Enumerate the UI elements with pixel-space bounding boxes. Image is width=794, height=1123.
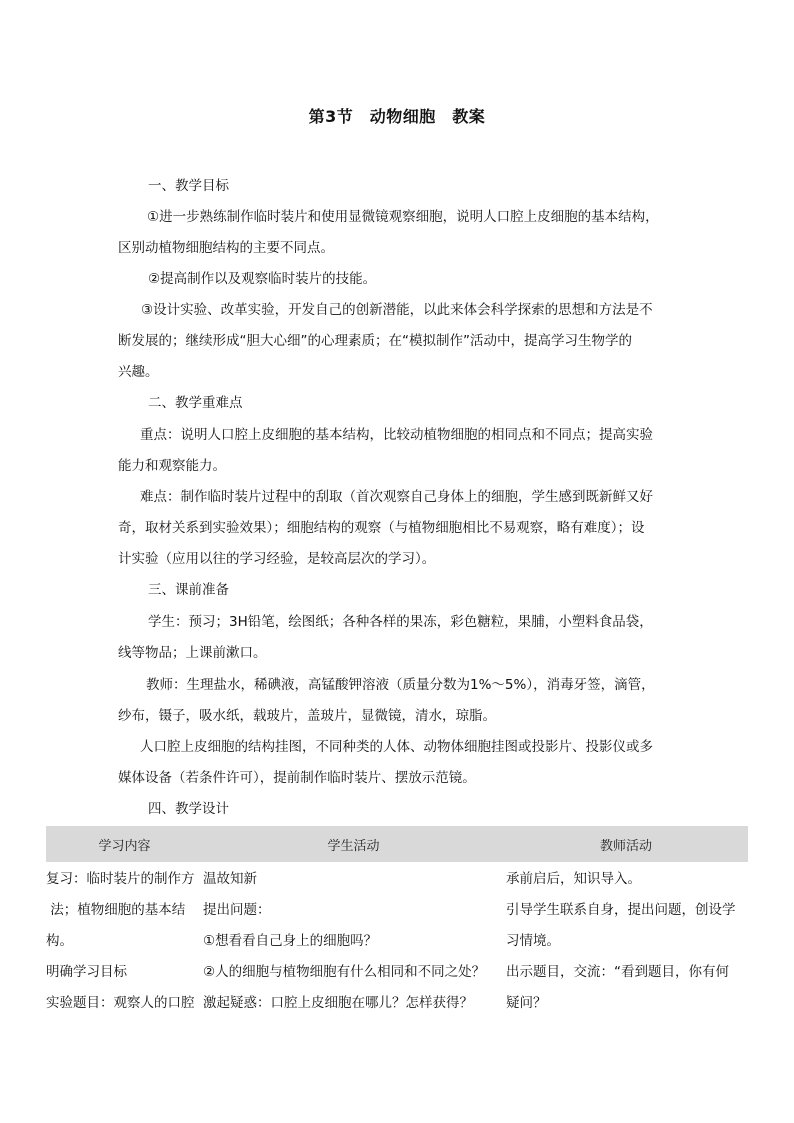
teaching-design-table bbox=[46, 826, 748, 1019]
learning-content-cell bbox=[46, 862, 203, 1019]
body-line: 兴趣。 bbox=[118, 364, 159, 380]
student-activity-cell bbox=[203, 862, 504, 1019]
cell-line: ②人的细胞与植物细胞有什么相同和不同之处？ bbox=[203, 964, 486, 980]
table-header-row bbox=[46, 826, 748, 862]
body-line: 线等物品；上课前漱口。 bbox=[118, 645, 267, 661]
body-line: ②提高制作以及观察临时装片的技能。 bbox=[148, 271, 377, 287]
section-heading-design: 四、教学设计 bbox=[148, 801, 229, 817]
section-heading-preparation: 三、课前准备 bbox=[148, 582, 229, 598]
body-line: 媒体设备（若条件许可），提前制作临时装片、摆放示范镜。 bbox=[118, 770, 476, 786]
body-line: ①进一步熟练制作临时装片和使用显微镜观察细胞，说明人口腔上皮细胞的基本结构， bbox=[147, 209, 659, 225]
cell-line: 提出问题： bbox=[203, 902, 271, 918]
body-line: 能力和观察能力。 bbox=[118, 458, 226, 474]
body-line: ③设计实验、改革实验，开发自己的创新潜能，以此来体会科学探索的思想和方法是不 bbox=[141, 302, 653, 318]
body-line: 计实验（应用以往的学习经验，是较高层次的学习）。 bbox=[118, 551, 436, 567]
cell-line: 引导学生联系自身，提出问题，创设学 bbox=[506, 902, 736, 918]
cell-line: 出示题目，交流：“看到题目，你有何 bbox=[506, 964, 729, 980]
cell-line: 构。 bbox=[46, 933, 73, 949]
body-line: 人口腔上皮细胞的结构挂图，不同种类的人体、动物体细胞挂图或投影片、投影仪或多 bbox=[140, 739, 653, 755]
column-header-student-activity: 学生活动 bbox=[203, 826, 504, 862]
column-header-teacher-activity: 教师活动 bbox=[504, 826, 748, 862]
column-header-content: 学习内容 bbox=[46, 826, 203, 862]
cell-line: ①想看看自己身上的细胞吗？ bbox=[203, 933, 378, 949]
cell-line: 疑问？ bbox=[506, 995, 547, 1011]
page-title: 第3节 动物细胞 教案 bbox=[308, 107, 486, 126]
cell-line: 实验题目：观察人的口腔 bbox=[46, 995, 195, 1011]
cell-line: 明确学习目标 bbox=[46, 964, 127, 980]
section-heading-key-points: 二、教学重难点 bbox=[148, 395, 243, 411]
teacher-activity-cell bbox=[504, 862, 748, 1019]
body-line: 学生：预习；3H铅笔，绘图纸；各种各样的果冻，彩色糖粒，果脯，小塑料食品袋， bbox=[148, 614, 653, 630]
body-line: 纱布，镊子，吸水纸，载玻片，盖玻片，显微镜，清水，琼脂。 bbox=[118, 708, 496, 724]
body-line: 难点：制作临时装片过程中的刮取（首次观察自己身体上的细胞，学生感到既新鲜又好 bbox=[140, 489, 653, 505]
cell-line: 激起疑惑：口腔上皮细胞在哪儿？怎样获得？ bbox=[203, 995, 473, 1011]
cell-line: 温故知新 bbox=[203, 871, 257, 887]
cell-line: 复习：临时装片的制作方 bbox=[46, 871, 195, 887]
body-line: 断发展的；继续形成“胆大心细”的心理素质；在“模拟制作”活动中，提高学习生物学的 bbox=[118, 333, 632, 349]
cell-line: 承前启后，知识导入。 bbox=[506, 871, 641, 887]
body-line: 教师：生理盐水，稀碘液，高锰酸钾溶液（质量分数为1%～5%），消毒牙签，滴管， bbox=[146, 677, 655, 693]
cell-line: 法；植物细胞的基本结 bbox=[46, 902, 186, 918]
cell-line: 习情境。 bbox=[506, 933, 560, 949]
body-line: 区别动植物细胞结构的主要不同点。 bbox=[118, 240, 334, 256]
body-line: 重点：说明人口腔上皮细胞的基本结构，比较动植物细胞的相同点和不同点；提高实验 bbox=[140, 427, 653, 443]
body-line: 奇，取材关系到实验效果）；细胞结构的观察（与植物细胞相比不易观察，略有难度）；设 bbox=[118, 520, 645, 536]
table-row bbox=[46, 862, 748, 1019]
section-heading-objectives: 一、教学目标 bbox=[148, 178, 229, 194]
